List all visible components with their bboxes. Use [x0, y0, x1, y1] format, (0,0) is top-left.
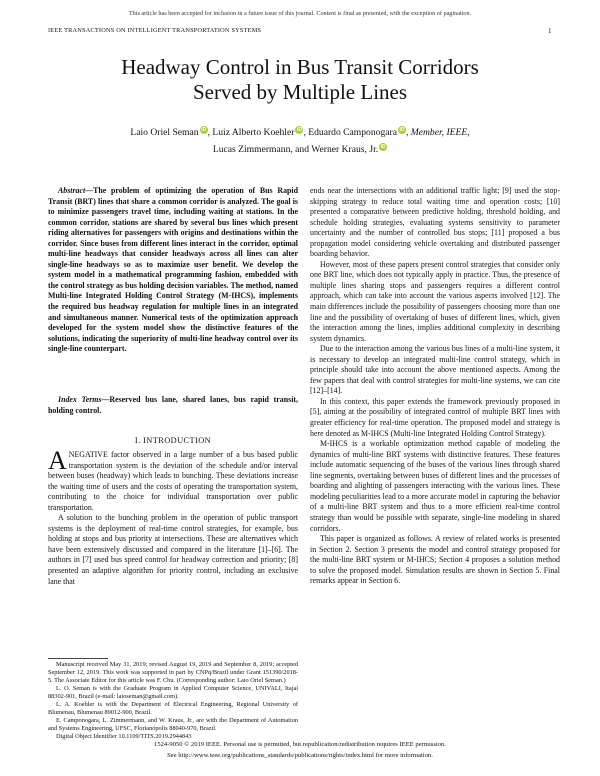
- section-heading-introduction: I. INTRODUCTION: [134, 436, 212, 445]
- body-paragraph: In this context, this paper extends the framework previously proposed in [5], aiming at the possibility of integrated control of multiple BRT lines with greater efficiency for real-time operation. The proposed model and strategy is here denoted as M-IHCS (Multi-line Integrated Holding Control Strategy).: [310, 396, 560, 438]
- body-paragraph: This paper is organized as follows. A review of related works is presented in Section 2. Section 3 presents the model and control strategy proposed for the multi-line BRT system or M-IHCS; Section 4 proposes a solution method to solve the proposed model. Simulation results are shown in Section 5. Final remarks appear in Section 6.: [310, 534, 560, 586]
- index-terms: [48, 395, 298, 416]
- intro-paragraph-1: NEGATIVE factor observed in a large number of a bus based public transportation system is the deviation of the schedule and/or interval between buses (headway) which leads to bunching. These deviations increase the waiting time of users and the costs of operating the transportation system, contributing to the choice for individual transportation over public transportation.: [48, 450, 298, 512]
- acceptance-notice: This article has been accepted for inclusion in a future issue of this journal. Content is final as presented, with the exception of pagination.: [128, 10, 472, 17]
- body-paragraph: However, most of these papers present control strategies that consider only one BRT line, which does not typically apply in practice. Thus, the presence of multiple lines sharing stops and passengers requires a different control approach, which can take into account the various aspects involved [12]. The main differences include the possibility of passengers choosing more than one line and the possibility of overtaking of buses of different lines, which, given the interaction among the lines, implies additional complexity in describing system dynamics.: [310, 259, 560, 343]
- introduction-body: [48, 446, 298, 587]
- orcid-icon[interactable]: iD: [399, 126, 405, 133]
- footnote-affiliation: L. O. Seman is with the Graduate Program in Applied Computer Science, UNIVALI, Itajaí 88302-901, Brazil (e-mail: laioseman@gmail.com).: [48, 685, 298, 701]
- body-paragraph: M-IHCS is a workable optimization method capable of modeling the dynamics of multi-line BRT systems with distinctive features. These features include automatic sequencing of the buses of the various lines through shared line segments, overtaking between buses of different lines and the processes of boarding and alighting of passengers interacting with the various lines. These modeling peculiarities lead to a more accurate model in capturing the behavior of a multi-line BRT system and thus to a more efficient real-time control strategy than would be possible with separate, single-line modeling in shared corridors.: [310, 439, 560, 533]
- footnote-divider: [48, 658, 108, 659]
- author-separator: ,: [405, 127, 411, 138]
- title-line-1: Headway Control in Bus Transit Corridors: [121, 55, 479, 79]
- body-paragraph: Due to the interaction among the various bus lines of a multi-line system, it is necessary to develop an integrated multi-line control strategy, which in principle should take into account the above mentioned aspects. Among the few papers that deal with control strategies for multi-line systems, we can cite [12]–[14].: [310, 344, 560, 396]
- index-terms-text: —Reserved bus lane, shared lanes, bus rapid transit, holding control.: [48, 395, 299, 415]
- abstract-label: Abstract: [58, 186, 86, 195]
- title-line-2: Served by Multiple Lines: [192, 80, 408, 104]
- footnote-doi: Digital Object Identifier 10.1109/TITS.2019.2944843: [56, 733, 192, 741]
- author-seman: Laio Oriel Seman: [130, 127, 199, 138]
- orcid-icon[interactable]: iD: [201, 126, 207, 133]
- footnotes: [48, 661, 298, 741]
- abstract: [48, 186, 298, 355]
- footnote-affiliation: L. A. Koehler is with the Department of Electrical Engineering, Regional University of Blumenau, Blumenau 89012-900, Brazil.: [48, 701, 298, 717]
- body-paragraph: ends near the intersections with an additional traffic light; [9] used the stop-skipping strategy to reduce total waiting time and operation costs; [10] presented a comparative between predictive holding, threshold holding, and schedule holding strategies, evaluating systems sensitivity to parameter uncertainty and the number of controlled bus stops; [11] proposed a bus propagation model considering vehicle overtaking and distributed passenger boarding behavior.: [310, 186, 560, 259]
- author-zimmermann-kraus: Lucas Zimmermann, and Werner Kraus, Jr.: [212, 144, 379, 155]
- author-camponogara: , Eduardo Camponogara: [303, 127, 397, 138]
- running-header-journal: IEEE TRANSACTIONS ON INTELLIGENT TRANSPORTATION SYSTEMS: [48, 27, 262, 34]
- right-column-body: [310, 186, 560, 587]
- orcid-icon[interactable]: iD: [296, 126, 302, 133]
- page-number: 1: [548, 27, 552, 35]
- author-list: [40, 124, 560, 158]
- rights-link-line: See http://www.ieee.org/publications_standards/publications/rights/index.html for more information.: [167, 752, 433, 759]
- paper-title: [40, 55, 560, 105]
- footnote-affiliation: E. Camponogara, L. Zimmermann, and W. Kraus, Jr., are with the Department of Automation and Systems Engineering, UFSC, Florianópolis 88040-970, Brazil.: [48, 717, 298, 733]
- abstract-text: —The problem of optimizing the operation of Bus Rapid Transit (BRT) lines that share a common corridor is analyzed. The goal is to minimize passengers travel time, including waiting at stations. In the common corridor, stations are shared by several bus lines which present riding alternatives for passengers with origins and destinations within the corridor. Since buses from different lines interact in the corridor, optimal multi-line headways that consider headways across all lines can alter single-line headways so as to maximize user benefit. We develop the system model in a mathematical programming fashion, embedded with the control strategy as bus holding decision variables. The method, named Multi-line Integrated Holding Control Strategy (M-IHCS), implements the required bus headway regulation for multiple lines in an integrated and simultaneous manner. Numerical tests of the optimization approach developed for the system model show the distinctive features of the solutions, indicating the superiority of multi-line headway control over its single-line counterpart.: [48, 186, 298, 354]
- orcid-icon[interactable]: iD: [380, 143, 386, 150]
- author-membership: Member, IEEE,: [410, 127, 470, 138]
- author-koehler: , Luiz Alberto Koehler: [207, 127, 295, 138]
- author-line-2: [40, 141, 560, 158]
- index-terms-label: Index Terms: [58, 395, 102, 404]
- footnote-manuscript: Manuscript received May 31, 2019; revised August 19, 2019 and September 8, 2019; accepted September 12, 2019. This work was supported in part by CNPq/Brazil under Grant 151390/2018-5. The Associate Editor for this article was F. Chu. (Corresponding author: Laio Oriel Seman.): [48, 661, 298, 685]
- author-line-1: [40, 124, 560, 141]
- copyright-line: 1524-9050 © 2019 IEEE. Personal use is permitted, but republication/redistribution requires IEEE permission.: [154, 741, 446, 748]
- drop-cap: A: [48, 446, 67, 475]
- intro-paragraph-2: A solution to the bunching problem in the operation of public transport systems is the deployment of real-time control strategies, for example, bus holding at stops and bus priority at intersections. These are alternatives which have been extensively discussed and compared in the literature [1]–[6]. The authors in [7] used bus speed control for headway correction and priority; [8] presented an adaptive algorithm for priority control, including an exclusive lane that: [48, 513, 298, 586]
